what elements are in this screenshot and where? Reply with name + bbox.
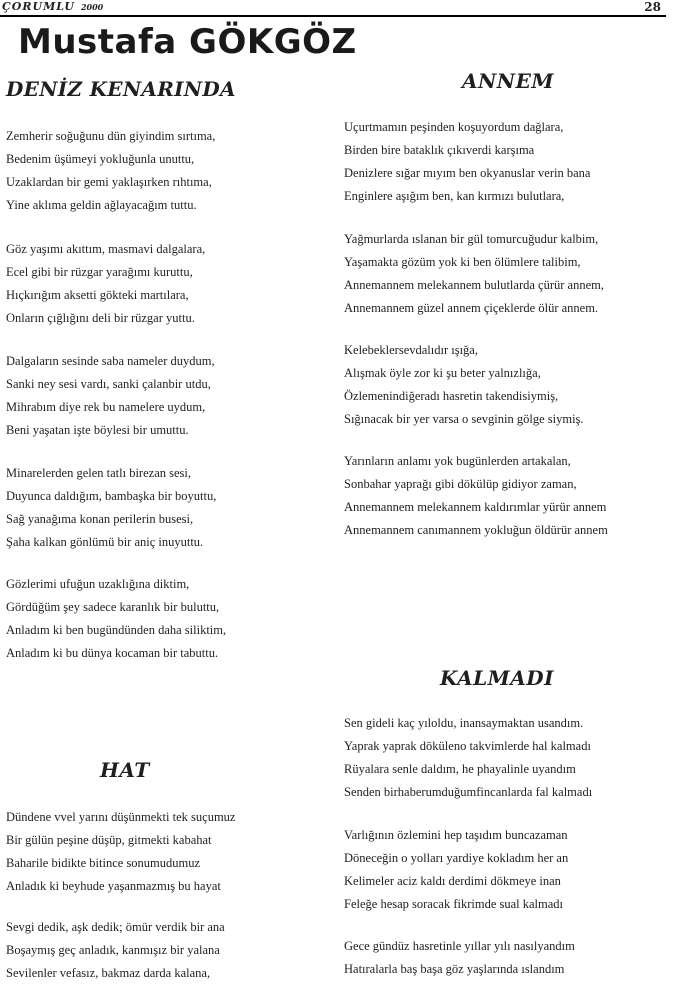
poem-stanza	[6, 350, 215, 442]
poem-line: Sevgi dedik, aşk dedik; ömür verdik bir ana	[6, 920, 225, 934]
poem-line: Annemannem melekannem bulutlarda çürür annem,	[344, 278, 604, 292]
poem-line: Gördüğüm şey sadece karanlık bir buluttu,	[6, 600, 220, 614]
poem-line: Onların çığlığını deli bir rüzgar yuttu.	[6, 311, 195, 325]
poem-line: Uzaklardan bir gemi yaklaşırken rıhtıma,	[6, 175, 212, 189]
poem-line: Anladık ki beyhude yaşanmazmış bu hayat	[6, 879, 221, 893]
poem-line: Varlığının özlemini hep taşıdım buncazaman	[344, 828, 568, 842]
poem-line: Senden birhaberumduğumfincanlarda fal kalmadı	[344, 785, 593, 799]
poem-line: Şaha kalkan gönlümü bir aniç inuyuttu.	[6, 535, 204, 549]
poem-title-annem: ANNEM	[462, 69, 554, 93]
poem-line: Duyunca daldığım, bambaşka bir boyuttu,	[6, 489, 217, 503]
journal-name	[2, 0, 103, 13]
poem-line: Dalgaların sesinde saba nameler duydum,	[6, 354, 215, 368]
poem-line: Enginlere aşığım ben, kan kırmızı bulutlara,	[344, 189, 565, 203]
poem-line: Yaprak yaprak döküleno takvimlerde hal kalmadı	[344, 739, 591, 753]
poem-title-deniz-kenarinda: DENİZ KENARINDA	[6, 77, 236, 101]
poem-line: Feleğe hesap soracak fikrimde sual kalmadı	[344, 897, 564, 911]
poem-line: Sonbahar yaprağı gibi dökülüp gidiyor zaman,	[344, 477, 577, 491]
poem-line: Yarınların anlamı yok bugünlerden artakalan,	[344, 454, 571, 468]
poem-line: Kelimeler aciz kaldı derdimi dökmeye inan	[344, 874, 561, 888]
poem-line: Göz yaşımı akıttım, masmavi dalgalara,	[6, 242, 206, 256]
poem-line: Özlemenindiğeradı hasretin takendisiymiş,	[344, 389, 559, 403]
poem-line: Denizlere sığar mıyım ben okyanuslar verin bana	[344, 166, 591, 180]
journal-year: 2000	[80, 2, 104, 12]
poem-line: Sığınacak bir yer varsa o sevginin gölge siymiş.	[344, 412, 584, 426]
poem-line: Annemannem güzel annem çiçeklerde ölür annem.	[344, 301, 599, 315]
poem-line: Mihrabım diye rek bu namelere uydum,	[6, 400, 206, 414]
page-number: 28	[644, 0, 661, 14]
poem-stanza	[344, 824, 568, 916]
poem-stanza	[344, 339, 584, 431]
poem-stanza	[6, 462, 216, 554]
poem-line: Hıçkırığım aksetti gökteki martılara,	[6, 288, 189, 302]
poem-line: Bir gülün peşine düşüp, gitmekti kabahat	[6, 833, 212, 847]
poem-line: Minarelerden gelen tatlı birezan sesi,	[6, 466, 191, 480]
poem-line: Sağ yanağıma konan perilerin busesi,	[6, 512, 194, 526]
poem-stanza	[6, 125, 215, 217]
poem-stanza	[344, 228, 604, 320]
poem-title-kalmadi: KALMADI	[440, 666, 555, 690]
poem-line: Ecel gibi bir rüzgar yarağımı kuruttu,	[6, 265, 193, 279]
poem-line: Uçurtmamın peşinden koşuyordum dağlara,	[344, 120, 564, 134]
poem-stanza	[6, 238, 205, 330]
poem-line: Annemannem melekannem kaldırımlar yürür annem	[344, 500, 607, 514]
poem-title-hat: HAT	[100, 758, 150, 782]
poem-stanza	[6, 916, 225, 985]
poem-line: Yağmurlarda ıslanan bir gül tomurcuğudur kalbim,	[344, 232, 599, 246]
poem-stanza	[344, 450, 608, 542]
poem-line: Boşaymış geç anladık, kanmışız bir yalana	[6, 943, 220, 957]
poem-line: Döneceğin o yolları yardiye kokladım her an	[344, 851, 569, 865]
poem-line: Baharile bidikte bitince sonumudumuz	[6, 856, 201, 870]
poem-line: Sanki ney sesi vardı, sanki çalanbir utdu,	[6, 377, 211, 391]
poem-stanza	[344, 116, 590, 208]
poem-line: Beni yaşatan işte böylesi bir umuttu.	[6, 423, 189, 437]
poem-line: Anladım ki ben bugündünden daha siliktim,	[6, 623, 227, 637]
header-rule	[0, 15, 666, 17]
journal-title: ÇORUMLU	[2, 0, 75, 13]
poem-line: Rüyalara senle daldım, he phayalinle uyandım	[344, 762, 576, 776]
poem-stanza	[344, 712, 592, 804]
poem-line: Alışmak öyle zor ki şu beter yalnızlığa,	[344, 366, 541, 380]
poem-line: Hatıralarla baş başa göz yaşlarında ıslandım	[344, 962, 565, 976]
poem-stanza	[6, 806, 235, 898]
poem-line: Gece gündüz hasretinle yıllar yılı nasılyandım	[344, 939, 575, 953]
author-name: Mustafa GÖKGÖZ	[18, 22, 357, 62]
poem-line: Birden bire bataklık çıkıverdi karşıma	[344, 143, 535, 157]
poem-line: Kelebeklersevdalıdır ışığa,	[344, 343, 478, 357]
page-header	[0, 0, 685, 17]
poem-line: Sen gideli kaç yıloldu, inansaymaktan usandım.	[344, 716, 584, 730]
poem-line: Bedenim üşümeyi yokluğunla unuttu,	[6, 152, 195, 166]
poem-line: Dündene vvel yarını düşünmekti tek suçumuz	[6, 810, 236, 824]
poem-line: Anladım ki bu dünya kocaman bir tabuttu.	[6, 646, 219, 660]
poem-line: Gözlerimi ufuğun uzaklığına diktim,	[6, 577, 190, 591]
poem-line: Annemannem canımannem yokluğun öldürür annem	[344, 523, 608, 537]
poem-line: Yaşamakta gözüm yok ki ben ölümlere talibim,	[344, 255, 581, 269]
poem-line: Sevilenler vefasız, bakmaz darda kalana,	[6, 966, 211, 980]
poem-line: Yine aklıma geldin ağlayacağım tuttu.	[6, 198, 197, 212]
poem-line: Zemherir soğuğunu dün giyindim sırtıma,	[6, 129, 216, 143]
poem-stanza	[6, 573, 226, 665]
poem-stanza	[344, 935, 575, 981]
